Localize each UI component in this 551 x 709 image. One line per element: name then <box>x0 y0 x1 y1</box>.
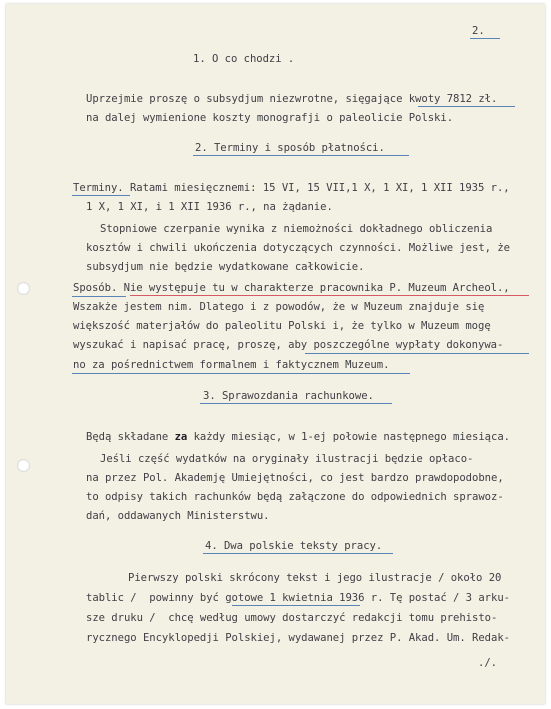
paragraph-line: rycznego Encyklopedji Polskiej, wydawanej przez P. Akad. Um. Redak- <box>86 632 510 644</box>
pencil-underline <box>72 195 130 196</box>
section-heading-4: 4. Dwa polskie teksty pracy. <box>205 540 383 552</box>
paragraph-line: na przez Pol. Akademję Umiejętności, co jest bardzo prawdopodobne, <box>86 472 504 484</box>
paragraph-line: Sposób. Nie występuje tu w charakterze pracownika P. Muzeum Archeol., <box>73 282 510 294</box>
paragraph-line: subsydjum nie będzie wydatkowane całkowicie. <box>86 261 365 273</box>
pencil-underline <box>305 353 529 354</box>
pencil-underline <box>193 155 409 156</box>
paragraph-line: Uprzejmie proszę o subsydjum niezwrotne, sięgające kwoty 7812 zł. <box>86 93 498 105</box>
paragraph-line: to odpisy takich rachunków będą załączone do odpowiednich sprawoz- <box>86 491 504 503</box>
paragraph-line: tablic / powinny być gotowe 1 kwietnia 1936 r. Tę postać / 3 arku- <box>86 592 510 604</box>
paragraph-line: Terminy. Ratami miesięcznemi: 15 VI, 15 VII,1 X, 1 XI, 1 XII 1935 r., <box>73 182 510 194</box>
continuation-mark: ./. <box>478 657 497 669</box>
section-heading-1: 1. O co chodzi . <box>193 53 295 65</box>
pencil-underline <box>130 295 529 296</box>
paragraph-line: Pierwszy polski skrócony tekst i jego ilustracje / około 20 <box>128 572 502 584</box>
paragraph-line: większość materjałów do paleolitu Polski i, że tylko w Muzeum mogę <box>73 320 491 332</box>
paragraph-line: no za pośrednictwem formalnem i faktycznem Muzeum. <box>73 359 390 371</box>
pencil-underline <box>470 38 500 39</box>
handwritten-correction: za <box>174 431 188 443</box>
paragraph-line: wyszukać i napisać pracę, proszę, aby poszczególne wypłaty dokonywa- <box>73 339 504 351</box>
pencil-underline <box>232 605 360 606</box>
paragraph-line <box>86 431 510 444</box>
pencil-underline <box>72 296 126 297</box>
pencil-underline <box>203 553 393 554</box>
paragraph-line: kosztów i chwili ukończenia dotyczących czynności. Możliwe jest, że <box>86 242 510 254</box>
section-heading-3: 3. Sprawozdania rachunkowe. <box>203 390 374 402</box>
paragraph-line: na dalej wymienione koszty monografji o paleolicie Polski. <box>86 112 454 124</box>
paragraph-line: 1 X, 1 XI, i 1 XII 1936 r., na żądanie. <box>86 201 333 213</box>
punch-hole <box>17 459 30 472</box>
pencil-underline <box>200 403 392 404</box>
paragraph-line: Wszakże jestem nim. Dlatego i z powodów, że w Muzeum znajduje się <box>73 301 485 313</box>
paragraph-line: Jeśli część wydatków na oryginały ilustracji będzie opłaco- <box>100 453 474 465</box>
paragraph-line: sze druku / chcę według umowy dostarczyć redakcji tomu prehisto- <box>86 612 498 624</box>
paragraph-line: Stopniowe czerpanie wynika z niemożności dokładnego obliczenia <box>100 223 493 235</box>
text-fragment: Będą składane <box>86 431 175 443</box>
pencil-underline <box>72 373 410 374</box>
punch-hole <box>17 282 30 295</box>
paragraph-line: dań, oddawanych Ministerstwu. <box>86 510 270 522</box>
text-fragment: każdy miesiąc, w 1-ej połowie następnego miesiąca. <box>187 431 510 443</box>
pencil-underline <box>418 106 515 107</box>
section-heading-2: 2. Terminy i sposób płatności. <box>195 142 385 154</box>
page-number: 2. <box>472 25 485 37</box>
